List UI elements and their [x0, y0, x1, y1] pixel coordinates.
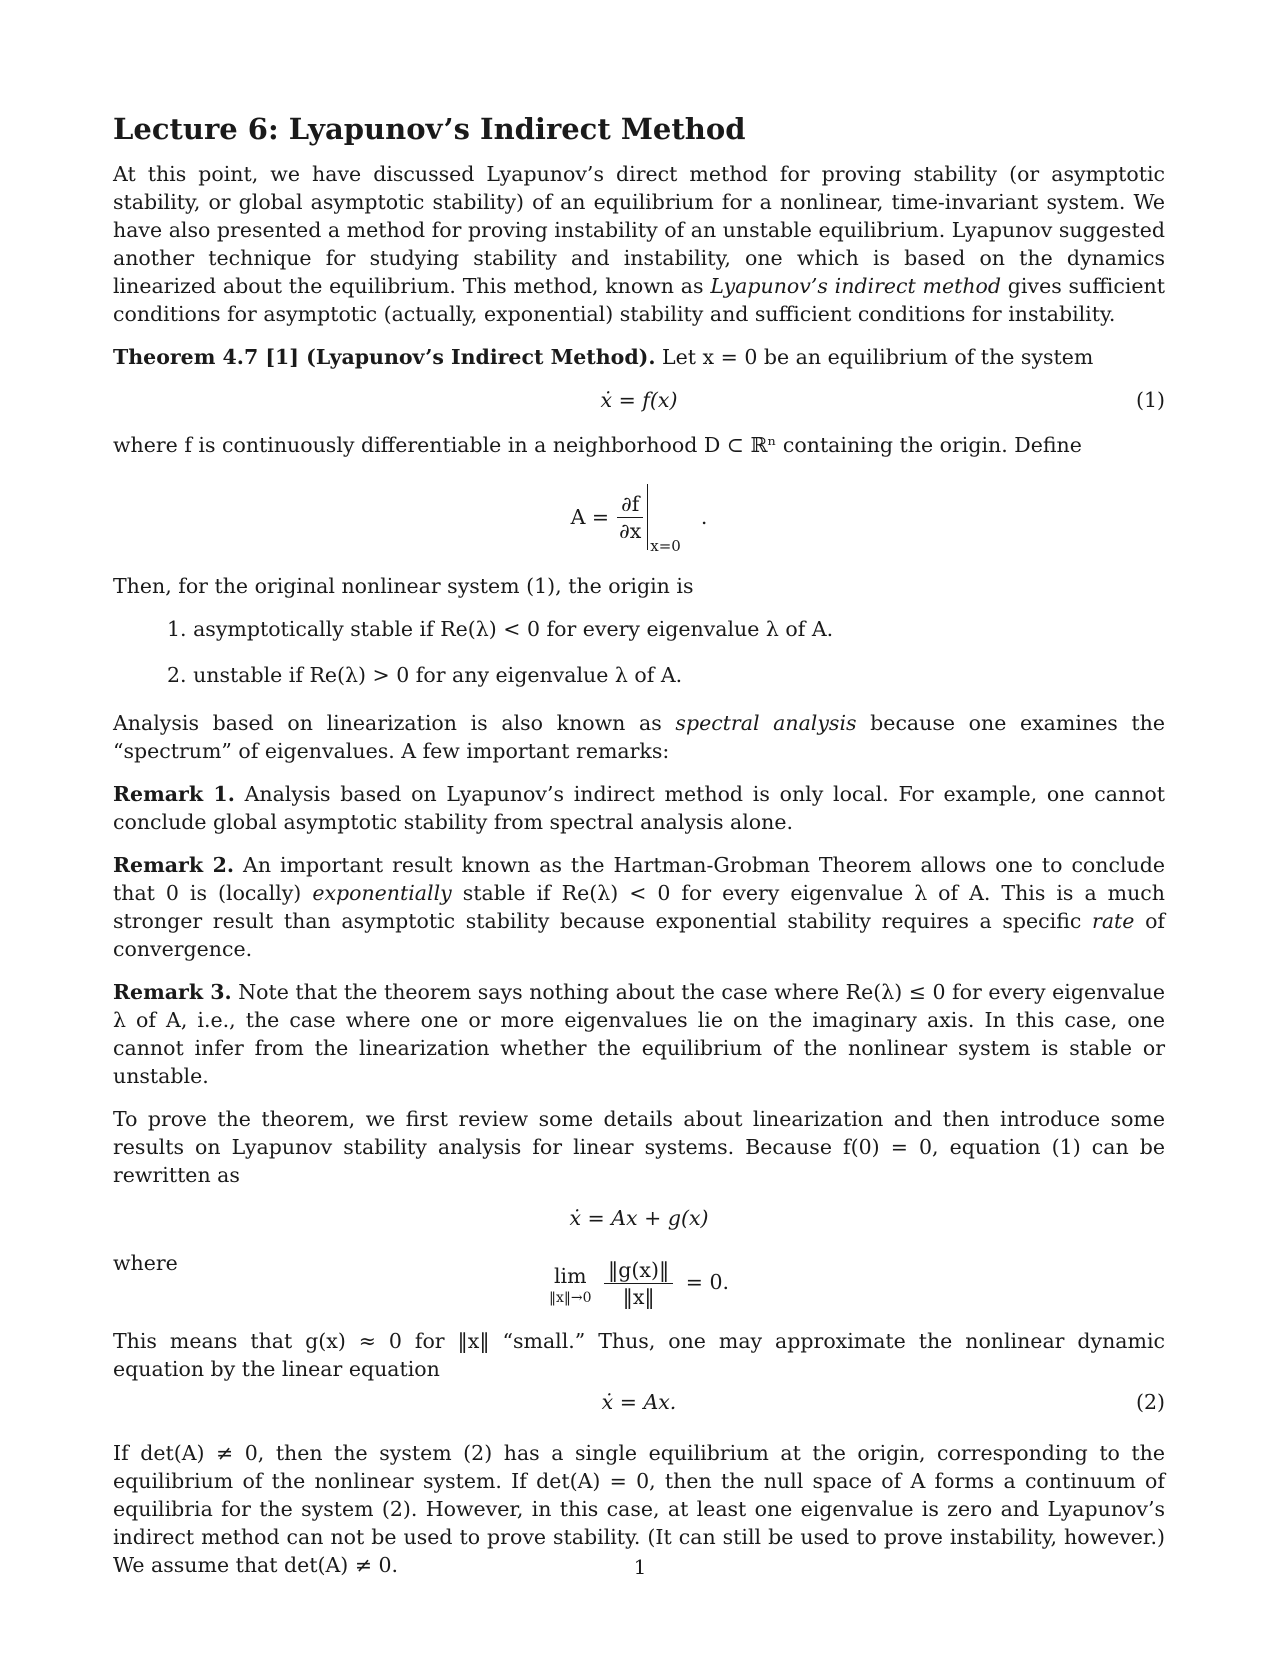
theorem-then: Then, for the original nonlinear system (1), the origin is [113, 574, 694, 598]
spectral-paragraph: Analysis based on linearization is also known as spectral analysis because one examines the “spectrum” of eigenvalues. A few important remarks: [113, 711, 1165, 763]
evaluation-bar [647, 484, 648, 550]
remark-1: Remark 1. Analysis based on Lyapunov’s indirect method is only local. For example, one cannot conclude global asymptotic stability from spectral analysis alone. [113, 782, 1165, 834]
linearized-equation: ẋ = Ax + g(x) [569, 1206, 709, 1230]
lecture-title: Lecture 6: Lyapunov’s Indirect Method [113, 112, 746, 146]
equation-number: (2) [1135, 1390, 1165, 1414]
document-page [113, 100, 1165, 1594]
equation-2: ẋ = Ax. (2) [113, 1385, 1165, 1419]
prove-paragraph: To prove the theorem, we first review some details about linearization and then introduce some results on Lyapunov stability analysis for linear systems. Because f(0) = 0, equation (1) can be rewritten as [113, 1107, 1165, 1187]
remark-3: Remark 3. Note that the theorem says nothing about the case where Re(λ) ≤ 0 for every eigenvalue λ of A, i.e., the case where one or more eigenvalues lie on the imaginary axis. In this case, one cannot infer from the linearization whether the equilibrium of the nonlinear system is stable or unstable. [113, 980, 1165, 1088]
list-item: 2. unstable if Re(λ) > 0 for any eigenvalue λ of A. [167, 663, 683, 687]
means-paragraph: This means that g(x) ≈ 0 for ‖x‖ “small.” Thus, one may approximate the nonlinear dynamic equation by the linear equation [113, 1329, 1165, 1381]
limit-fraction: $\frac{‖g(x)‖}{‖x‖}$ [604, 1257, 673, 1310]
theorem-label: Theorem 4.7 [1] (Lyapunov’s Indirect Method). [113, 345, 656, 369]
equation-number: (1) [1135, 388, 1165, 412]
limit-operator: lim ‖x‖→0 [548, 1263, 592, 1306]
page-number: 1 [633, 1555, 647, 1579]
equation-1: ẋ = f(x) (1) [113, 383, 1165, 417]
theorem-statement: Theorem 4.7 [1] (Lyapunov’s Indirect Method). Let x = 0 be an equilibrium of the system [113, 345, 1094, 369]
theorem-conditions [113, 615, 1165, 689]
emph-spectral-analysis: spectral analysis [675, 711, 857, 735]
intro-paragraph: At this point, we have discussed Lyapunov’s direct method for proving stability (or asymptotic stability, or global asymptotic stability) of an equilibrium for a nonlinear, time-invariant system. We have also presented a method for proving instability of an unstable equilibrium. Lyapunov suggested another technique for studying stability and instability, one which is based on the dynamics linearized about the equilibrium. This method, known as Lyapunov’s indirect method gives sufficient conditions for asymptotic (actually, exponential) stability and sufficient conditions for instability. [113, 162, 1165, 326]
theorem-where: where f is continuously differentiable in a neighborhood D ⊂ ℝⁿ containing the origin. Define [113, 433, 1082, 457]
list-item: 1. asymptotically stable if Re(λ) < 0 for every eigenvalue λ of A. [167, 617, 834, 641]
limit-definition: where lim ‖x‖→0 $\frac{‖g(x)‖}{‖x‖}$ = 0. [113, 1251, 730, 1309]
emph-indirect-method: Lyapunov’s indirect method [710, 274, 1002, 298]
jacobian-definition: A = $\frac{\partial f}{\partial x}$ x=0 . [113, 474, 1165, 560]
determinant-paragraph: If det(A) ≠ 0, then the system (2) has a single equilibrium at the origin, corresponding to the equilibrium of the nonlinear system. If det(A) = 0, then the null space of A forms a continuum of equilibria for the system (2). However, in this case, at least one eigenvalue is zero and Lyapunov’s indirect method can not be used to prove stability. (It can still be used to prove instability, however.) We assume that det(A) ≠ 0. [113, 1441, 1165, 1577]
remark-2: Remark 2. An important result known as the Hartman-Grobman Theorem allows one to conclude that 0 is (locally) exponentially stable if Re(λ) < 0 for every eigenvalue λ of A. This is a much stronger result than asymptotic stability because exponential stability requires a specific rate of convergence. [113, 853, 1165, 961]
jacobian-fraction: $\frac{\partial f}{\partial x}$ [615, 491, 645, 544]
